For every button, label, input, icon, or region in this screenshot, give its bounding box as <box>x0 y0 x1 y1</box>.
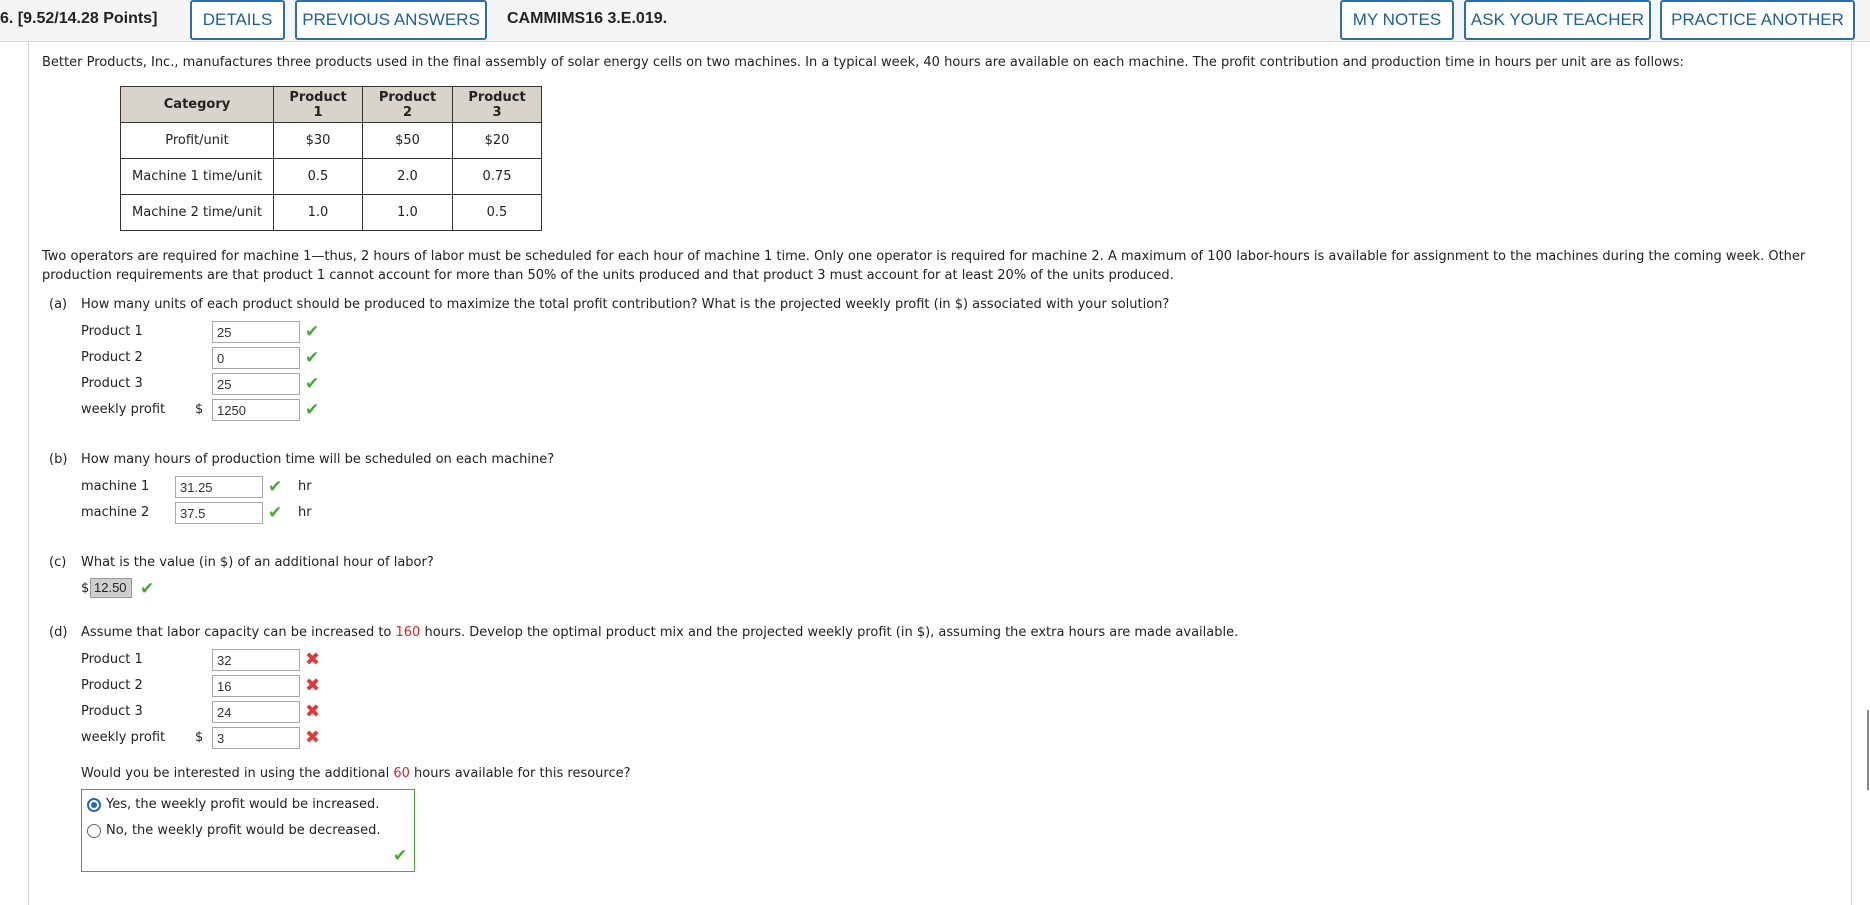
part-b-question: How many hours of production time will be scheduled on each machine? <box>81 452 555 467</box>
product-2-input[interactable] <box>212 347 300 369</box>
table-header-cell: Product 3 <box>453 87 542 123</box>
product-table <box>120 86 542 231</box>
currency-symbol: $ <box>81 581 90 596</box>
machine-2-hours-input[interactable] <box>175 502 263 524</box>
part-d-question <box>81 625 1238 640</box>
part-c-question: What is the value (in $) of an additional hour of labor? <box>81 555 434 570</box>
part-c-tag: (c) <box>49 555 67 570</box>
machine-1-hours-input[interactable] <box>175 476 263 498</box>
field-label: Product 2 <box>81 350 143 365</box>
option-no-label[interactable]: No, the weekly profit would be decreased. <box>106 823 381 838</box>
weekly-profit-input-d[interactable] <box>212 727 300 749</box>
previous-answers-button[interactable]: PREVIOUS ANSWERS <box>295 0 487 40</box>
product-3-input[interactable] <box>212 373 300 395</box>
currency-symbol: $ <box>195 730 204 745</box>
details-button[interactable]: DETAILS <box>190 0 285 40</box>
unit-label: hr <box>298 505 312 520</box>
check-icon: ✔ <box>305 400 320 420</box>
field-label: machine 2 <box>81 505 150 520</box>
problem-intro: Better Products, Inc., manufactures three products used in the final assembly of solar energy cells on two machines. In a typical week, 40 hours are available on each machine. The profit contribution and production time in hours per unit are as follows: <box>42 55 1684 70</box>
practice-another-button[interactable]: PRACTICE ANOTHER <box>1660 0 1855 40</box>
table-cell: Machine 1 time/unit <box>121 159 274 195</box>
field-label: Product 3 <box>81 376 143 391</box>
weekly-profit-input[interactable] <box>212 399 300 421</box>
part-b-tag: (b) <box>49 452 68 467</box>
radio-selected-icon[interactable] <box>87 798 101 812</box>
interest-question <box>81 766 631 781</box>
field-label: Product 1 <box>81 324 143 339</box>
table-header-row <box>121 87 542 123</box>
table-cell: Profit/unit <box>121 123 274 159</box>
check-icon: ✔ <box>305 322 320 342</box>
field-label: weekly profit <box>81 402 166 417</box>
table-cell: 0.75 <box>453 159 542 195</box>
table-header-cell: Product 1 <box>274 87 363 123</box>
part-d-question-pre: Assume that labor capacity can be increased to <box>81 625 392 640</box>
check-icon: ✔ <box>140 579 155 599</box>
table-cell: $50 <box>363 123 453 159</box>
field-label: Product 1 <box>81 652 143 667</box>
check-icon: ✔ <box>268 477 283 497</box>
additional-hours-value: 60 <box>393 766 410 781</box>
product-1-input-d[interactable] <box>212 649 300 671</box>
field-label: machine 1 <box>81 479 150 494</box>
radio-unselected-icon[interactable] <box>87 824 101 838</box>
table-cell: 2.0 <box>363 159 453 195</box>
question-number: 6. [9.52/14.28 Points] <box>0 10 158 27</box>
part-d-tag: (d) <box>49 625 68 640</box>
x-icon: ✖ <box>305 727 321 748</box>
table-cell: $30 <box>274 123 363 159</box>
unit-label: hr <box>298 479 312 494</box>
check-icon: ✔ <box>305 348 320 368</box>
table-cell: 1.0 <box>363 195 453 231</box>
part-a-tag: (a) <box>49 297 68 312</box>
option-yes-label[interactable]: Yes, the weekly profit would be increased. <box>106 797 380 812</box>
field-label: weekly profit <box>81 730 166 745</box>
table-cell: Machine 2 time/unit <box>121 195 274 231</box>
table-cell: 0.5 <box>453 195 542 231</box>
table-header-cell: Product 2 <box>363 87 453 123</box>
problem-constraints: Two operators are required for machine 1—thus, 2 hours of labor must be scheduled for each hour of machine 1 time. Only one operator is required for machine 2. A maximum of 100 labor-hours is available for assignment to the machines during the coming week. Other production requirements are that product 1 cannot account for more than 50% of the units produced and that product 3 must account for at least 20% of the units produced. <box>42 249 1806 283</box>
labor-value-answer: 12.50 <box>90 578 132 598</box>
x-icon: ✖ <box>305 675 321 696</box>
ask-your-teacher-button[interactable]: ASK YOUR TEACHER <box>1464 0 1651 40</box>
table-cell: $20 <box>453 123 542 159</box>
table-row <box>121 195 542 231</box>
table-cell: 0.5 <box>274 159 363 195</box>
interest-question-post: hours available for this resource? <box>414 766 631 781</box>
check-icon: ✔ <box>305 374 320 394</box>
product-2-input-d[interactable] <box>212 675 300 697</box>
interest-question-pre: Would you be interested in using the additional <box>81 766 390 781</box>
product-3-input-d[interactable] <box>212 701 300 723</box>
table-row <box>121 123 542 159</box>
table-cell: 1.0 <box>274 195 363 231</box>
my-notes-button[interactable]: MY NOTES <box>1340 0 1454 40</box>
field-label: Product 3 <box>81 704 143 719</box>
product-1-input[interactable] <box>212 321 300 343</box>
table-row <box>121 159 542 195</box>
x-icon: ✖ <box>305 649 321 670</box>
part-d-question-post: hours. Develop the optimal product mix and the projected weekly profit (in $), assuming the extra hours are made available. <box>424 625 1239 640</box>
currency-symbol: $ <box>195 402 204 417</box>
part-a-question: How many units of each product should be produced to maximize the total profit contribution? What is the projected weekly profit (in $) associated with your solution? <box>81 297 1170 312</box>
field-label: Product 2 <box>81 678 143 693</box>
labor-capacity-value: 160 <box>395 625 421 640</box>
x-icon: ✖ <box>305 701 321 722</box>
scrollbar-thumb[interactable] <box>1867 710 1869 790</box>
table-header-cell: Category <box>121 87 274 123</box>
check-icon: ✔ <box>393 846 408 866</box>
question-code: CAMMIMS16 3.E.019. <box>507 10 668 27</box>
check-icon: ✔ <box>268 503 283 523</box>
